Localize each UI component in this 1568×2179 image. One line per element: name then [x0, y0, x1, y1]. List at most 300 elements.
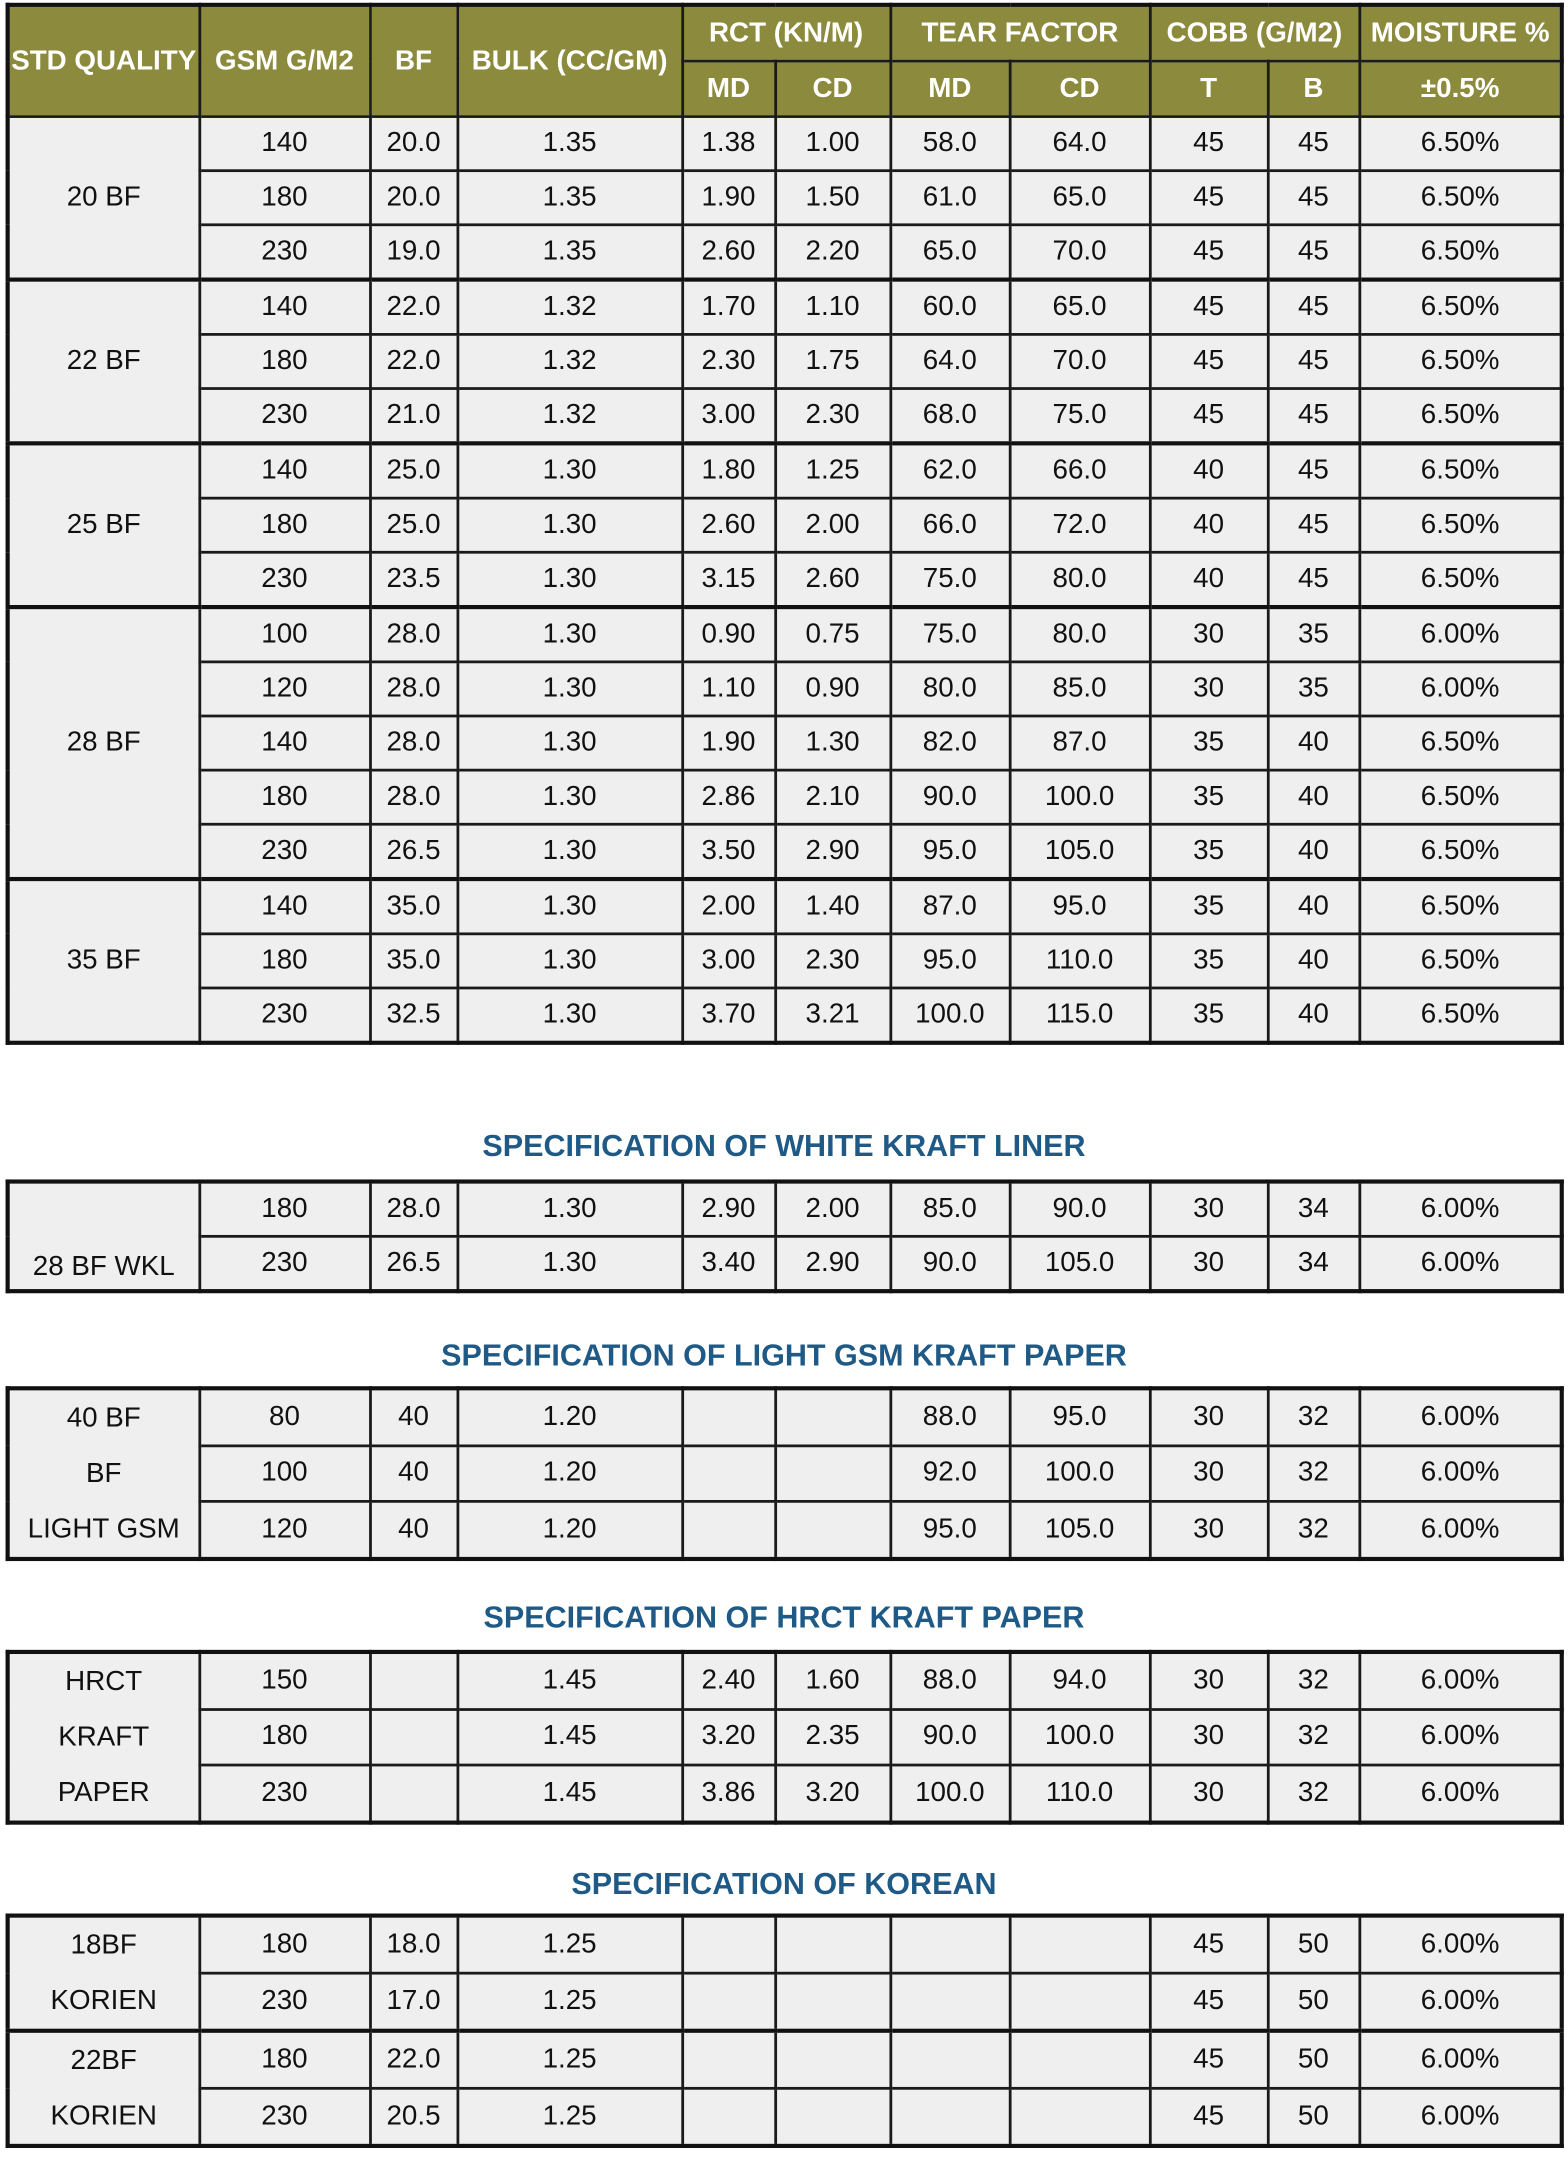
cell-rct-cd: [775, 1502, 890, 1559]
cell-moisture: 6.50%: [1359, 770, 1562, 824]
cell-moisture: 6.00%: [1359, 1916, 1562, 1974]
cell-rct-cd: 2.60: [775, 552, 890, 607]
table-row: [8, 770, 1562, 824]
header-tear-cd: CD: [1009, 61, 1149, 117]
cell-bulk: 1.45: [457, 1709, 682, 1765]
cell-cobb-t: 35: [1150, 934, 1268, 988]
cell-cobb-t: 30: [1150, 1445, 1268, 1501]
cell-bulk: 1.30: [457, 879, 682, 934]
cell-bulk: 1.30: [457, 607, 682, 662]
cell-tear-md: 92.0: [890, 1445, 1009, 1501]
cell-rct-cd: 2.35: [775, 1709, 890, 1765]
cell-tear-md: 88.0: [890, 1388, 1009, 1445]
quality-label-line: PAPER: [57, 1777, 150, 1809]
cell-moisture: 6.00%: [1359, 662, 1562, 716]
cell-tear-md: 90.0: [890, 1236, 1009, 1291]
table-row: [8, 280, 1562, 335]
table-row: [8, 2031, 1562, 2089]
table-row: [8, 988, 1562, 1043]
cell-rct-md: 1.10: [682, 662, 775, 716]
cell-tear-md: 90.0: [890, 1709, 1009, 1765]
cell-bf: 17.0: [370, 1973, 457, 2031]
cell-rct-md: [682, 1916, 775, 1974]
header-cobb-t: T: [1150, 61, 1268, 117]
cell-bulk: 1.30: [457, 1182, 682, 1237]
cell-bulk: 1.30: [457, 824, 682, 879]
cell-cobb-b: 40: [1268, 716, 1360, 770]
cell-bulk: 1.25: [457, 2031, 682, 2089]
cell-moisture: 6.00%: [1359, 1502, 1562, 1559]
header-gsm: GSM G/M2: [199, 5, 370, 117]
cell-moisture: 6.50%: [1359, 171, 1562, 225]
cell-tear-cd: 105.0: [1009, 1236, 1149, 1291]
cell-bulk: 1.45: [457, 1765, 682, 1822]
cell-tear-cd: 85.0: [1009, 662, 1149, 716]
cell-rct-md: 1.38: [682, 117, 775, 171]
cell-bf: 20.0: [370, 117, 457, 171]
cell-moisture: 6.00%: [1359, 1652, 1562, 1709]
table-row: [8, 879, 1562, 934]
cell-rct-md: 3.70: [682, 988, 775, 1043]
quality-label: [8, 1388, 199, 1559]
cell-tear-md: 64.0: [890, 334, 1009, 388]
cell-bulk: 1.35: [457, 117, 682, 171]
cell-tear-cd: 95.0: [1009, 879, 1149, 934]
cell-rct-md: [682, 2088, 775, 2146]
cell-tear-md: 82.0: [890, 716, 1009, 770]
header-tear-factor: TEAR FACTOR: [890, 5, 1150, 61]
cell-tear-cd: [1009, 2031, 1149, 2089]
cell-gsm: 100: [199, 607, 370, 662]
cell-cobb-b: 45: [1268, 171, 1360, 225]
cell-bulk: 1.35: [457, 171, 682, 225]
cell-rct-cd: 2.20: [775, 225, 890, 280]
cell-moisture: 6.00%: [1359, 1236, 1562, 1291]
cell-moisture: 6.50%: [1359, 225, 1562, 280]
cell-rct-md: 3.00: [682, 389, 775, 444]
main-spec-table: [6, 3, 1564, 1045]
cell-tear-cd: 75.0: [1009, 389, 1149, 444]
quality-label-line: HRCT: [65, 1666, 143, 1698]
cell-bf: 35.0: [370, 934, 457, 988]
cell-bulk: 1.30: [457, 443, 682, 498]
cell-bulk: 1.30: [457, 498, 682, 552]
cell-tear-cd: 65.0: [1009, 280, 1149, 335]
cell-rct-md: [682, 1388, 775, 1445]
cell-tear-md: [890, 2088, 1009, 2146]
table-row: [8, 934, 1562, 988]
cell-moisture: 6.00%: [1359, 2088, 1562, 2146]
quality-label: 28 BF WKL: [8, 1182, 199, 1292]
cell-tear-md: [890, 2031, 1009, 2089]
cell-gsm: 180: [199, 770, 370, 824]
table-row: [8, 1916, 1562, 1974]
cell-cobb-t: 40: [1150, 443, 1268, 498]
quality-label: [8, 1652, 199, 1823]
cell-cobb-t: 45: [1150, 1916, 1268, 1974]
hrct-table: [6, 1650, 1564, 1825]
cell-tear-cd: 65.0: [1009, 171, 1149, 225]
cell-cobb-b: 45: [1268, 498, 1360, 552]
cell-bulk: 1.20: [457, 1445, 682, 1501]
cell-moisture: 6.00%: [1359, 607, 1562, 662]
cell-gsm: 140: [199, 117, 370, 171]
cell-rct-cd: 1.50: [775, 171, 890, 225]
cell-rct-cd: 2.30: [775, 934, 890, 988]
cell-tear-md: 60.0: [890, 280, 1009, 335]
cell-bf: 28.0: [370, 607, 457, 662]
cell-rct-md: 2.86: [682, 770, 775, 824]
cell-tear-cd: 72.0: [1009, 498, 1149, 552]
table-row: [8, 443, 1562, 498]
cell-cobb-b: 40: [1268, 824, 1360, 879]
table-row: [8, 117, 1562, 171]
cell-cobb-t: 45: [1150, 334, 1268, 388]
cell-moisture: 6.00%: [1359, 1182, 1562, 1237]
table-row: [8, 824, 1562, 879]
cell-rct-md: 3.40: [682, 1236, 775, 1291]
cell-rct-md: [682, 1445, 775, 1501]
cell-cobb-t: 45: [1150, 171, 1268, 225]
cell-tear-cd: 115.0: [1009, 988, 1149, 1043]
cell-tear-md: 100.0: [890, 988, 1009, 1043]
cell-cobb-b: 45: [1268, 225, 1360, 280]
cell-cobb-b: 32: [1268, 1502, 1360, 1559]
cell-gsm: 140: [199, 879, 370, 934]
cell-moisture: 6.50%: [1359, 552, 1562, 607]
quality-label-line: BF: [85, 1458, 122, 1489]
cell-tear-md: 65.0: [890, 225, 1009, 280]
header-rct: RCT (KN/M): [682, 5, 890, 61]
cell-gsm: 230: [199, 2088, 370, 2146]
header-bf: BF: [370, 5, 457, 117]
cell-bf: 21.0: [370, 389, 457, 444]
cell-moisture: 6.50%: [1359, 117, 1562, 171]
cell-tear-md: 75.0: [890, 552, 1009, 607]
cell-bf: 26.5: [370, 1236, 457, 1291]
table-row: [8, 1236, 1562, 1291]
cell-tear-cd: 100.0: [1009, 1709, 1149, 1765]
header-rct-md: MD: [682, 61, 775, 117]
cell-cobb-t: 30: [1150, 1765, 1268, 1822]
light-gsm-table: [6, 1386, 1564, 1561]
cell-rct-md: 1.80: [682, 443, 775, 498]
cell-bf: [370, 1652, 457, 1709]
cell-gsm: 230: [199, 552, 370, 607]
cell-rct-md: 2.00: [682, 879, 775, 934]
cell-tear-md: 88.0: [890, 1652, 1009, 1709]
cell-gsm: 230: [199, 988, 370, 1043]
cell-cobb-b: 32: [1268, 1445, 1360, 1501]
korean-title: SPECIFICATION OF KOREAN: [571, 1866, 997, 1902]
header-cobb-b: B: [1268, 61, 1360, 117]
cell-moisture: 6.50%: [1359, 988, 1562, 1043]
table-row: [8, 607, 1562, 662]
cell-cobb-b: 32: [1268, 1709, 1360, 1765]
cell-cobb-b: 50: [1268, 1916, 1360, 1974]
quality-label-line: 40 BF: [66, 1402, 141, 1434]
quality-label: [8, 1916, 199, 2031]
cell-rct-cd: 2.10: [775, 770, 890, 824]
cell-cobb-b: 45: [1268, 552, 1360, 607]
cell-gsm: 140: [199, 280, 370, 335]
quality-label: 35 BF: [8, 879, 199, 1043]
table-row: [8, 1973, 1562, 2031]
cell-moisture: 6.50%: [1359, 498, 1562, 552]
cell-tear-cd: [1009, 1973, 1149, 2031]
cell-tear-cd: 66.0: [1009, 443, 1149, 498]
cell-tear-md: 90.0: [890, 770, 1009, 824]
header-tear-md: MD: [890, 61, 1009, 117]
cell-bulk: 1.30: [457, 988, 682, 1043]
cell-rct-md: 2.30: [682, 334, 775, 388]
cell-tear-md: 66.0: [890, 498, 1009, 552]
cell-cobb-b: 40: [1268, 770, 1360, 824]
cell-tear-md: 95.0: [890, 1502, 1009, 1559]
quality-label-line: 22BF: [70, 2045, 137, 2076]
cell-rct-md: [682, 1973, 775, 2031]
cell-gsm: 80: [199, 1388, 370, 1445]
cell-gsm: 230: [199, 1236, 370, 1291]
cell-moisture: 6.50%: [1359, 443, 1562, 498]
table-row: [8, 498, 1562, 552]
cell-moisture: 6.50%: [1359, 334, 1562, 388]
cell-cobb-t: 30: [1150, 1502, 1268, 1559]
cell-bulk: 1.30: [457, 770, 682, 824]
cell-cobb-t: 35: [1150, 988, 1268, 1043]
cell-cobb-t: 40: [1150, 552, 1268, 607]
cell-rct-cd: [775, 2088, 890, 2146]
hrct-title: SPECIFICATION OF HRCT KRAFT PAPER: [483, 1599, 1085, 1635]
cell-bf: 25.0: [370, 443, 457, 498]
cell-tear-cd: [1009, 1916, 1149, 1974]
cell-gsm: 180: [199, 1709, 370, 1765]
cell-moisture: 6.50%: [1359, 280, 1562, 335]
cell-rct-md: 3.00: [682, 934, 775, 988]
cell-gsm: 150: [199, 1652, 370, 1709]
cell-bf: 28.0: [370, 662, 457, 716]
cell-bulk: 1.20: [457, 1388, 682, 1445]
cell-tear-md: 95.0: [890, 824, 1009, 879]
cell-bf: 26.5: [370, 824, 457, 879]
korean-table: [6, 1914, 1564, 2149]
quality-label-line: KORIEN: [50, 2100, 157, 2132]
cell-cobb-b: 40: [1268, 879, 1360, 934]
cell-gsm: 140: [199, 443, 370, 498]
cell-cobb-t: 30: [1150, 607, 1268, 662]
cell-moisture: 6.00%: [1359, 1388, 1562, 1445]
cell-cobb-b: 50: [1268, 1973, 1360, 2031]
cell-moisture: 6.00%: [1359, 2031, 1562, 2089]
header-cobb: COBB (G/M2): [1150, 5, 1360, 61]
cell-cobb-t: 30: [1150, 662, 1268, 716]
table-row: [8, 1652, 1562, 1709]
cell-bulk: 1.30: [457, 716, 682, 770]
table-row: [8, 1182, 1562, 1237]
cell-tear-cd: 94.0: [1009, 1652, 1149, 1709]
quality-label: 28 BF: [8, 607, 199, 879]
cell-moisture: 6.00%: [1359, 1973, 1562, 2031]
white-kraft-title: SPECIFICATION OF WHITE KRAFT LINER: [482, 1128, 1086, 1163]
cell-bf: 28.0: [370, 1182, 457, 1237]
cell-cobb-t: 45: [1150, 389, 1268, 444]
cell-rct-cd: 1.25: [775, 443, 890, 498]
cell-rct-cd: 1.10: [775, 280, 890, 335]
cell-bf: 23.5: [370, 552, 457, 607]
cell-rct-md: 3.50: [682, 824, 775, 879]
cell-bulk: 1.30: [457, 552, 682, 607]
header-moisture: MOISTURE %: [1359, 5, 1562, 61]
cell-rct-md: 2.90: [682, 1182, 775, 1237]
cell-tear-md: 75.0: [890, 607, 1009, 662]
cell-rct-cd: 2.00: [775, 498, 890, 552]
cell-rct-cd: 1.00: [775, 117, 890, 171]
cell-tear-cd: 110.0: [1009, 1765, 1149, 1822]
cell-rct-md: [682, 1502, 775, 1559]
cell-tear-cd: 95.0: [1009, 1388, 1149, 1445]
header-bulk: BULK (CC/GM): [457, 5, 682, 117]
cell-bf: 35.0: [370, 879, 457, 934]
cell-bulk: 1.25: [457, 2088, 682, 2146]
cell-bf: 28.0: [370, 770, 457, 824]
cell-cobb-b: 45: [1268, 443, 1360, 498]
cell-gsm: 180: [199, 934, 370, 988]
cell-rct-cd: [775, 1973, 890, 2031]
cell-bulk: 1.30: [457, 934, 682, 988]
table-row: [8, 1388, 1562, 1445]
cell-bf: 40: [370, 1388, 457, 1445]
cell-gsm: 230: [199, 1765, 370, 1822]
cell-rct-md: 3.86: [682, 1765, 775, 1822]
cell-rct-md: 2.40: [682, 1652, 775, 1709]
cell-cobb-b: 40: [1268, 988, 1360, 1043]
cell-tear-md: 61.0: [890, 171, 1009, 225]
cell-moisture: 6.00%: [1359, 1445, 1562, 1501]
cell-tear-md: 100.0: [890, 1765, 1009, 1822]
cell-rct-cd: 2.00: [775, 1182, 890, 1237]
cell-tear-cd: [1009, 2088, 1149, 2146]
cell-moisture: 6.50%: [1359, 879, 1562, 934]
cell-moisture: 6.00%: [1359, 1709, 1562, 1765]
cell-bf: 22.0: [370, 280, 457, 335]
cell-rct-cd: [775, 1388, 890, 1445]
table-row: [8, 2088, 1562, 2146]
cell-tear-md: 87.0: [890, 879, 1009, 934]
cell-cobb-b: 40: [1268, 934, 1360, 988]
table-row: [8, 1765, 1562, 1822]
cell-rct-cd: 2.90: [775, 1236, 890, 1291]
cell-tear-md: 80.0: [890, 662, 1009, 716]
cell-bulk: 1.30: [457, 1236, 682, 1291]
cell-cobb-t: 30: [1150, 1182, 1268, 1237]
cell-bulk: 1.35: [457, 225, 682, 280]
cell-tear-md: 58.0: [890, 117, 1009, 171]
cell-gsm: 120: [199, 662, 370, 716]
cell-cobb-b: 34: [1268, 1236, 1360, 1291]
cell-tear-md: 85.0: [890, 1182, 1009, 1237]
cell-bulk: 1.30: [457, 662, 682, 716]
quality-label-line: KORIEN: [50, 1985, 157, 2017]
cell-cobb-t: 45: [1150, 280, 1268, 335]
cell-tear-cd: 105.0: [1009, 1502, 1149, 1559]
cell-cobb-t: 45: [1150, 117, 1268, 171]
cell-rct-md: 1.70: [682, 280, 775, 335]
cell-gsm: 230: [199, 824, 370, 879]
cell-cobb-b: 50: [1268, 2031, 1360, 2089]
cell-gsm: 230: [199, 389, 370, 444]
cell-cobb-t: 35: [1150, 716, 1268, 770]
cell-tear-cd: 64.0: [1009, 117, 1149, 171]
cell-bulk: 1.25: [457, 1916, 682, 1974]
cell-cobb-t: 40: [1150, 498, 1268, 552]
cell-tear-md: [890, 1916, 1009, 1974]
cell-moisture: 6.50%: [1359, 389, 1562, 444]
cell-bf: 25.0: [370, 498, 457, 552]
cell-cobb-t: 35: [1150, 824, 1268, 879]
cell-cobb-t: 30: [1150, 1388, 1268, 1445]
cell-tear-md: 62.0: [890, 443, 1009, 498]
cell-tear-cd: 110.0: [1009, 934, 1149, 988]
cell-rct-cd: 1.30: [775, 716, 890, 770]
cell-moisture: 6.50%: [1359, 716, 1562, 770]
cell-cobb-b: 45: [1268, 280, 1360, 335]
cell-rct-md: 3.15: [682, 552, 775, 607]
cell-cobb-b: 34: [1268, 1182, 1360, 1237]
cell-rct-cd: 1.60: [775, 1652, 890, 1709]
cell-moisture: 6.00%: [1359, 1765, 1562, 1822]
cell-cobb-t: 45: [1150, 1973, 1268, 2031]
table-row: [8, 389, 1562, 444]
cell-bf: 18.0: [370, 1916, 457, 1974]
cell-cobb-b: 35: [1268, 607, 1360, 662]
header-moisture-tolerance: ±0.5%: [1359, 61, 1562, 117]
cell-gsm: 100: [199, 1445, 370, 1501]
table-row: [8, 1502, 1562, 1559]
cell-cobb-b: 50: [1268, 2088, 1360, 2146]
quality-label-line: LIGHT GSM: [27, 1513, 180, 1545]
cell-gsm: 180: [199, 1916, 370, 1974]
cell-moisture: 6.50%: [1359, 934, 1562, 988]
table-row: [8, 552, 1562, 607]
cell-cobb-b: 45: [1268, 334, 1360, 388]
cell-bulk: 1.25: [457, 1973, 682, 2031]
table-row: [8, 662, 1562, 716]
cell-bf: 40: [370, 1502, 457, 1559]
quality-label: 20 BF: [8, 117, 199, 280]
cell-tear-cd: 87.0: [1009, 716, 1149, 770]
cell-rct-md: 0.90: [682, 607, 775, 662]
cell-moisture: 6.50%: [1359, 824, 1562, 879]
cell-bf: 32.5: [370, 988, 457, 1043]
quality-label: 22 BF: [8, 280, 199, 444]
cell-rct-md: 1.90: [682, 716, 775, 770]
header-std-quality: STD QUALITY: [8, 5, 199, 117]
cell-gsm: 230: [199, 1973, 370, 2031]
cell-tear-cd: 70.0: [1009, 334, 1149, 388]
header-rct-cd: CD: [775, 61, 890, 117]
cell-bulk: 1.32: [457, 389, 682, 444]
table-row: [8, 1445, 1562, 1501]
cell-cobb-t: 35: [1150, 879, 1268, 934]
cell-rct-cd: 3.20: [775, 1765, 890, 1822]
cell-gsm: 180: [199, 1182, 370, 1237]
cell-bulk: 1.45: [457, 1652, 682, 1709]
cell-tear-cd: 70.0: [1009, 225, 1149, 280]
cell-bf: 40: [370, 1445, 457, 1501]
cell-rct-cd: 0.75: [775, 607, 890, 662]
cell-cobb-b: 32: [1268, 1388, 1360, 1445]
cell-rct-cd: [775, 1916, 890, 1974]
